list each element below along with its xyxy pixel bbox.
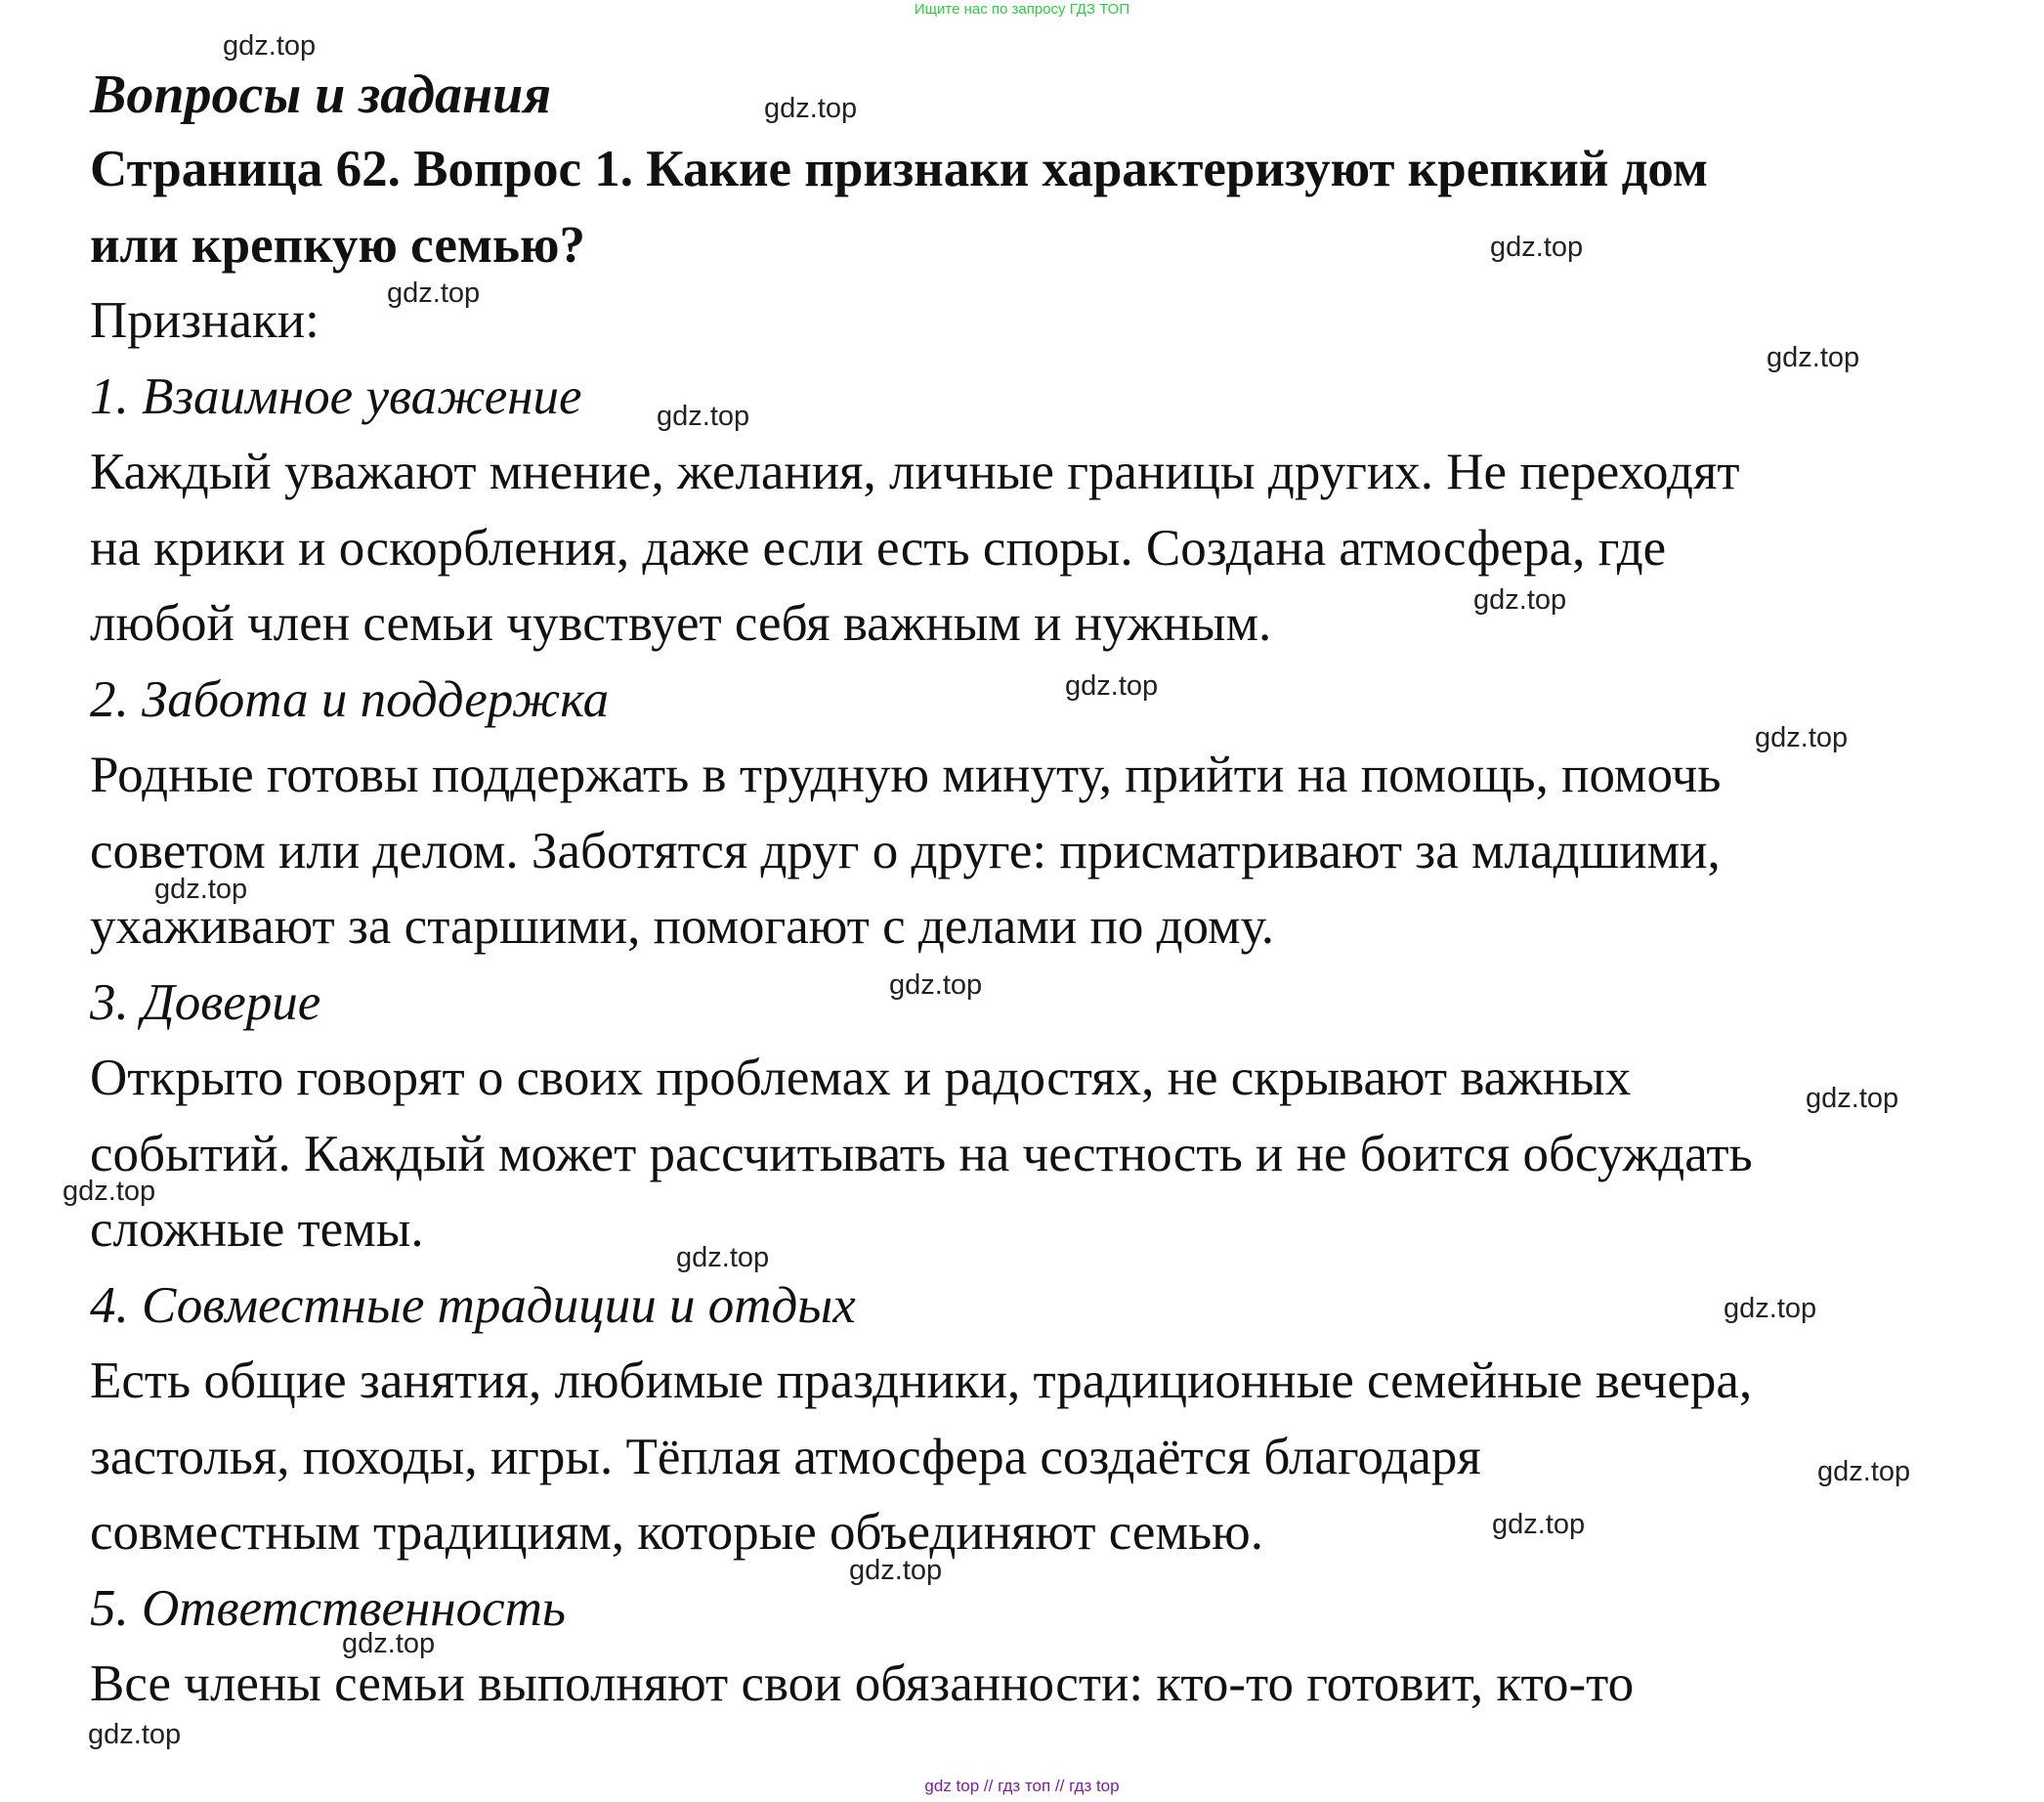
text-line: Все члены семьи выполняют свои обязанности: кто-то готовит, кто-то (90, 1655, 1635, 1712)
item-heading: 1. Взаимное уважение (90, 367, 582, 425)
section-title: Вопросы и задания (90, 64, 552, 125)
watermark: gdz.top (1817, 1456, 1911, 1487)
text-line: любой член семьи чувствует себя важным и нужным. (90, 595, 1272, 652)
intro-label: Признаки: (90, 292, 319, 349)
text-line: ухаживают за старшими, помогают с делами по дому. (90, 898, 1275, 955)
item-text (90, 1344, 1946, 1571)
text-line: событий. Каждый может рассчитывать на честность и не боится обсуждать (90, 1125, 1753, 1182)
item-text (90, 1041, 1946, 1268)
watermark: gdz.top (889, 969, 983, 1001)
watermark: gdz.top (1755, 722, 1849, 753)
item-4 (90, 1268, 1946, 1571)
item-heading: 4. Совместные традиции и отдых (90, 1276, 856, 1334)
watermark: gdz.top (1065, 670, 1159, 702)
question-line: Страница 62. Вопрос 1. Какие признаки характеризуют крепкий дом (90, 141, 1709, 197)
item-heading: 3. Доверие (90, 973, 321, 1031)
item-heading: 5. Ответственность (90, 1579, 566, 1637)
item-text (90, 738, 1946, 965)
watermark: gdz.top (657, 401, 750, 432)
watermark: gdz.top (342, 1628, 436, 1659)
watermark: gdz.top (1724, 1293, 1817, 1324)
text-line: сложные темы. (90, 1201, 424, 1258)
text-line: застолья, походы, игры. Тёплая атмосфера создаётся благодаря (90, 1428, 1481, 1485)
text-line: Открыто говорят о своих проблемах и радостях, не скрывают важных (90, 1050, 1632, 1106)
text-line: Родные готовы поддержать в трудную минуту, прийти на помощь, помочь (90, 747, 1722, 803)
watermark: gdz.top (63, 1176, 156, 1207)
item-heading: 2. Забота и поддержка (90, 670, 610, 728)
question-line: или крепкую семью? (90, 217, 585, 274)
item-text (90, 435, 1946, 663)
watermark: gdz.top (676, 1242, 770, 1273)
watermark: gdz.top (88, 1719, 182, 1750)
text-line: советом или делом. Заботятся друг о друге: присматривают за младшими, (90, 822, 1721, 880)
watermark: gdz.top (764, 93, 858, 124)
watermark: gdz.top (1473, 584, 1567, 616)
item-3 (90, 965, 1946, 1268)
watermark: gdz.top (849, 1555, 943, 1586)
text-line: Есть общие занятия, любимые праздники, традиционные семейные вечера, (90, 1352, 1753, 1409)
watermark: gdz.top (387, 278, 481, 309)
watermark: gdz.top (1490, 232, 1584, 263)
watermark: gdz.top (1492, 1509, 1586, 1540)
watermark: gdz.top (1806, 1083, 1899, 1114)
top-banner: Ищите нас по запросу ГДЗ ТОП (914, 1, 1130, 18)
question-title (90, 131, 1946, 283)
bottom-banner: gdz top // гдз топ // гдз top (924, 1777, 1120, 1795)
watermark: gdz.top (223, 30, 317, 62)
watermark: gdz.top (154, 874, 248, 905)
item-1 (90, 360, 1946, 663)
document-body (90, 59, 1946, 1723)
watermark: gdz.top (1767, 342, 1860, 373)
text-line: Каждый уважают мнение, желания, личные границы других. Не переходят (90, 444, 1740, 500)
text-line: на крики и оскорбления, даже если есть споры. Создана атмосфера, где (90, 519, 1667, 577)
text-line: совместным традициям, которые объединяют семью. (90, 1504, 1263, 1561)
item-2 (90, 663, 1946, 965)
